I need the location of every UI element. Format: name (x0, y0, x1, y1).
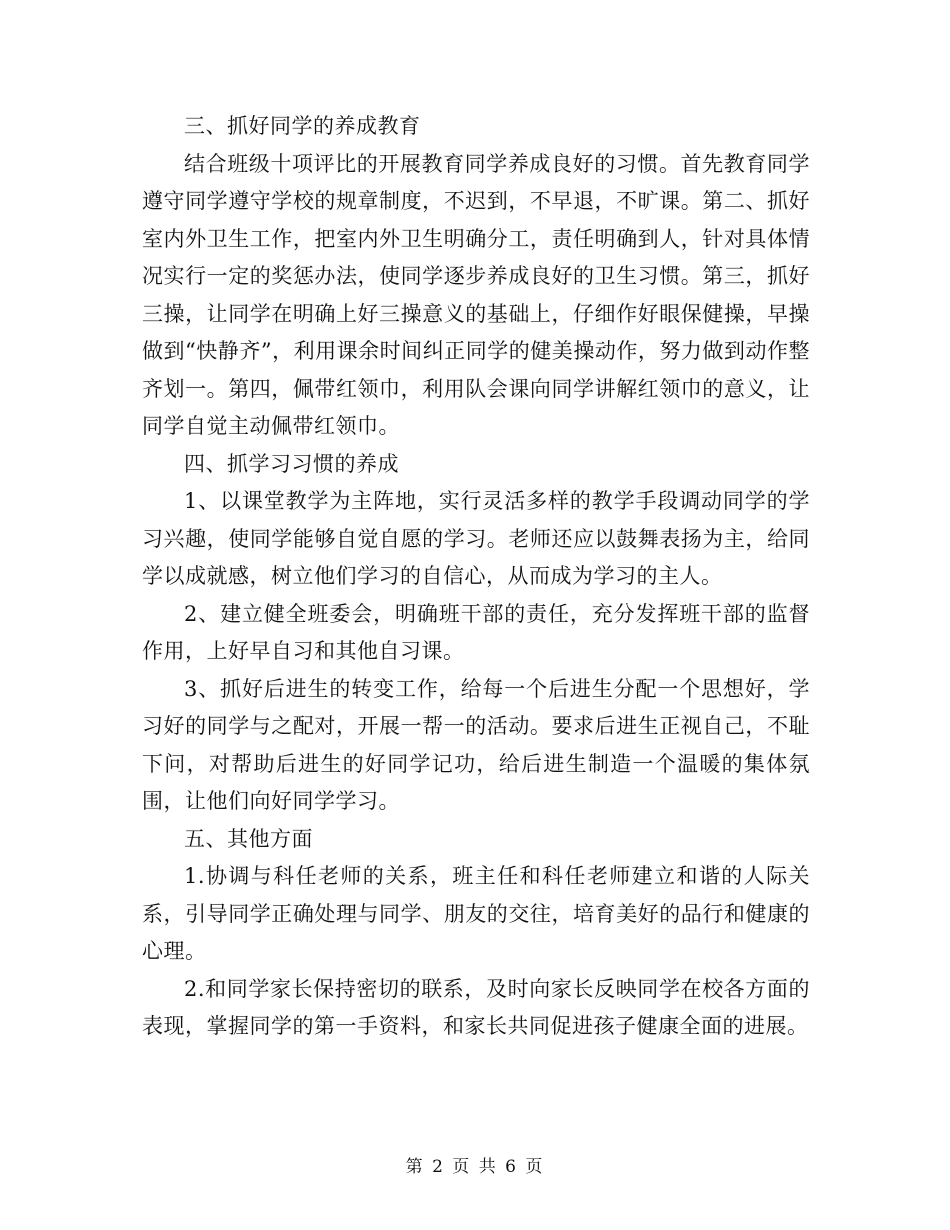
paragraph: 1、以课堂教学为主阵地，实行灵活多样的教学手段调动同学的学习兴趣，使同学能够自觉自愿的学习。老师还应以鼓舞表扬为主，给同学以成就感，树立他们学习的自信心，从而成为学习的主人。 (142, 489, 810, 588)
page-number-footer: 第 2 页 共 6 页 (405, 1157, 545, 1177)
section-heading: 三、抓好同学的养成教育 (184, 114, 421, 138)
paragraph: 2.和同学家长保持密切的联系，及时向家长反映同学在校各方面的表现，掌握同学的第一手资料，和家长共同促进孩子健康全面的进展。 (142, 976, 810, 1038)
paragraph: 结合班级十项评比的开展教育同学养成良好的习惯。首先教育同学遵守同学遵守学校的规章制度，不迟到，不早退，不旷课。第二、抓好室内外卫生工作，把室内外卫生明确分工，责任明确到人，针对具体情况实行一定的奖惩办法，使同学逐步养成良好的卫生习惯。第三，抓好三操，让同学在明确上好三操意义的基础上，仔细作好眼保健操，早操做到“快静齐”，利用课余时间纠正同学的健美操动作，努力做到动作整齐划一。第四，佩带红领巾，利用队会课向同学讲解红领巾的意义，让同学自觉主动佩带红领巾。 (142, 151, 810, 438)
paragraph: 1.协调与科任老师的关系，班主任和科任老师建立和谐的人际关系，引导同学正确处理与同学、朋友的交往，培育美好的品行和健康的心理。 (142, 864, 810, 963)
document-body (142, 108, 810, 1046)
paragraph: 2、建立健全班委会，明确班干部的责任，充分发挥班干部的监督作用，上好早自习和其他自习课。 (142, 601, 810, 663)
section-heading: 五、其他方面 (184, 826, 313, 851)
paragraph: 3、抓好后进生的转变工作，给每一个后进生分配一个思想好，学习好的同学与之配对，开展一帮一的活动。要求后进生正视自己，不耻下问，对帮助后进生的好同学记功，给后进生制造一个温暖的集体氛围，让他们向好同学学习。 (142, 676, 810, 813)
section-heading: 四、抓学习习惯的养成 (184, 451, 399, 476)
